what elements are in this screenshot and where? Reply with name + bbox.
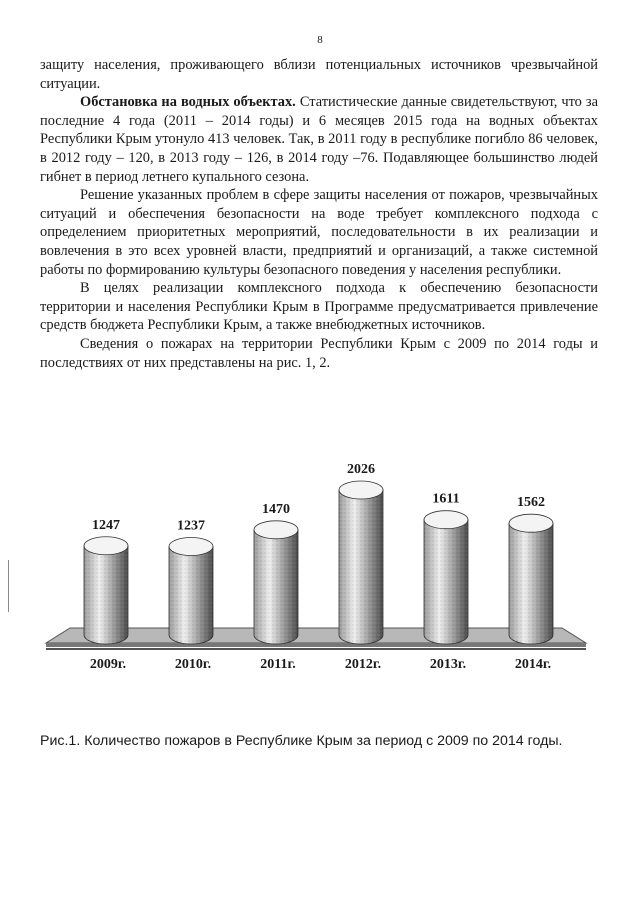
bar-top (169, 537, 213, 555)
bar-2012г. (339, 481, 383, 644)
value-label: 1470 (262, 501, 290, 517)
figure-caption: Рис.1. Количество пожаров в Республике Крым за период с 2009 по 2014 годы. (40, 733, 563, 749)
scan-margin-mark (8, 560, 9, 612)
bar-top (84, 537, 128, 555)
category-label: 2013г. (429, 657, 467, 672)
water-paragraph (40, 93, 598, 186)
bar-texture (339, 490, 383, 644)
bar-top (254, 521, 298, 539)
category-label: 2014г. (514, 657, 552, 672)
bar-top (509, 514, 553, 532)
body-text (40, 56, 598, 372)
bar-2014г. (509, 514, 553, 644)
water-heading: Обстановка на водных объектах. (80, 94, 296, 111)
category-label: 2012г. (344, 657, 382, 672)
bar-texture (424, 520, 468, 644)
fires-chart (0, 440, 640, 690)
water-text: Статистические данные свидетельствуют, что за последние 4 года (2011 – 2014 годы) и 6 месяцев 2015 года на водных объектах Республики Крым утонуло 413 человек. Так, в 2011 году в республике погибло 86 человек, в 2012 году – 120, в 2013 году – 126, в 2014 году –76. Подавляющее большинство людей гибнет в период летнего купального сезона. (40, 94, 598, 185)
bar-top (339, 481, 383, 499)
value-label: 1247 (92, 517, 120, 533)
value-label: 1562 (517, 495, 545, 511)
bar-top (424, 511, 468, 529)
value-label: 1611 (432, 491, 460, 507)
solution-paragraph: Решение указанных проблем в сфере защиты населения от пожаров, чрезвычайных ситуаций и обеспечения безопасности на воде требует комплексного подхода с определением приоритетных мероприятий, последовательности в их реализации и вовлечения в это всех уровней власти, предприятий и организаций, а также системной работы по формированию культуры безопасного поведения у населения республики. (40, 187, 598, 278)
chart-floor-edge (46, 643, 586, 647)
category-label: 2011г. (260, 657, 296, 672)
page-number: 8 (317, 34, 323, 46)
value-label: 1237 (177, 518, 205, 534)
bar-texture (169, 546, 213, 644)
value-label: 2026 (347, 462, 375, 477)
program-paragraph: В целях реализации комплексного подхода к обеспечению безопасности территории и населения Республики Крым в Программе предусматривается привлечение средств бюджета Республики Крым, а также внебюджетных источников. (40, 280, 598, 334)
bar-2010г. (169, 537, 213, 644)
bar-2009г. (84, 537, 128, 644)
bar-texture (509, 523, 553, 644)
continuation-paragraph: защиту населения, проживающего вблизи потенциальных источников чрезвычайной ситуации. (40, 57, 598, 92)
bar-texture (254, 530, 298, 644)
bar-2011г. (254, 521, 298, 644)
category-label: 2010г. (174, 657, 212, 672)
bar-texture (84, 546, 128, 644)
bar-2013г. (424, 511, 468, 644)
fires-chart-svg (0, 440, 640, 690)
category-label: 2009г. (89, 657, 127, 672)
fires-paragraph: Сведения о пожарах на территории Республики Крым с 2009 по 2014 годы и последствиях от них представлены на рис. 1, 2. (40, 335, 598, 371)
